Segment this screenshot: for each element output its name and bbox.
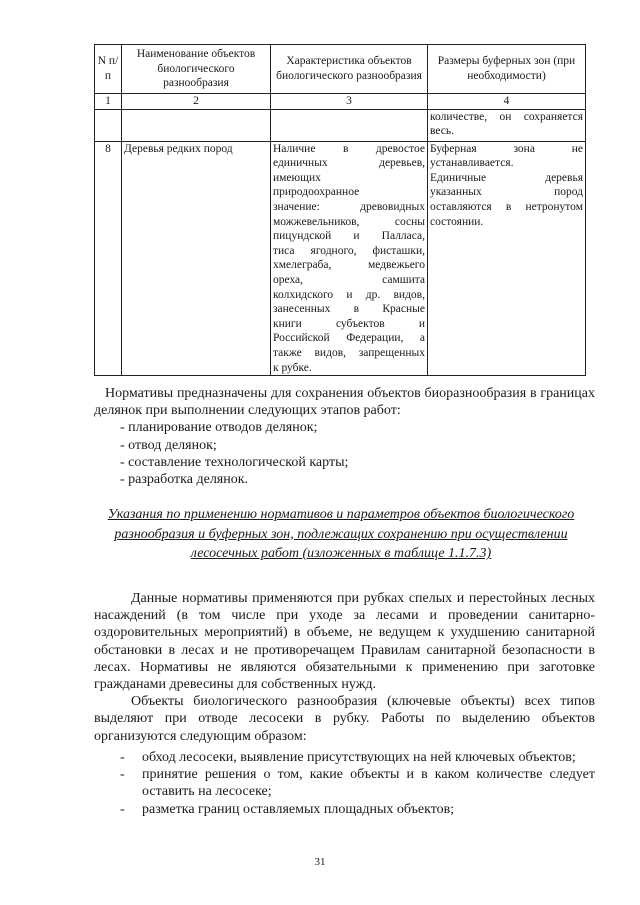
intro-paragraph: Нормативы предназначены для сохранения объектов биоразнообразия в границах делянок при выполнении следующих этапов работ: [94, 386, 595, 419]
table [94, 44, 586, 376]
paragraph: Данные нормативы применяются при рубках спелых и перестойных лесных насаждений (в том числе при уходе за лесами и проведении санитарно-оздоровительных мероприятий) в объеме, не ведущем к ухудшению санитарной обстановки в лесах и не противоречащем Правилам санитарной безопасности в лесах. Нормативы не являются обязательными к применению при заготовке гражданами древесины для собственных нужд. [94, 591, 595, 693]
list-item: - обход лесосеки, выявление присутствующих на ней ключевых объектов; [120, 750, 576, 765]
col-number: 1 [95, 94, 122, 110]
col-number: 2 [122, 94, 271, 110]
continued-buffer-cell: количестве, он сохраняется весь. [428, 109, 586, 141]
col-number: 3 [271, 94, 428, 110]
row-characteristic: Наличие в древостое единичных деревьев, имеющих природоохранное значение: древовидных можжевельников, сосны пицундской и Палласа, тиса ягодного, фисташки, хмелеграба, медвежьего ореха, самшита колхидского и др. видов, занесенных в Красные книги субъектов и Российской Федерации, а также видов, запрещенных к рубке. [271, 141, 428, 376]
paragraph: Объекты биологического разнообразия (ключевые объекты) всех типов выделяют при отводе лесосеки в рубку. Работы по выделению объектов организуются следующим образом: [94, 694, 595, 744]
section-heading: Указания по применению нормативов и параметров объектов биологического разнообразия и буферных зон, подлежащих сохранению при осуществлении лесосечных работ (изложенных в таблице 1.1.7.3) [107, 507, 575, 562]
row-name: Деревья редких пород [122, 141, 271, 376]
row-buffer: Буферная зона не устанавливается. Единичные деревья указанных пород оставляются в нетронутом состоянии. [428, 141, 586, 376]
stage-item: - разработка делянок. [120, 472, 249, 488]
list-item: - разметка границ оставляемых площадных объектов; [120, 801, 455, 817]
guidelines-section [94, 590, 595, 745]
table-reference: таблице 1.1.7.3) [393, 546, 492, 562]
col-number: 4 [428, 94, 586, 110]
stage-item: - планирование отводов делянок; [120, 420, 318, 436]
table-header-row [95, 45, 586, 94]
list-item: - принятие решения о том, какие объекты и в каком количестве следует оставить на лесосеке; [120, 767, 595, 800]
header-buffer: Размеры буферных зон (при необходимости) [428, 45, 586, 94]
table-row-continued [95, 109, 586, 141]
column-number-row [95, 94, 586, 110]
header-num: N п/п [95, 45, 122, 94]
row-number: 8 [95, 141, 122, 376]
table-row-8 [95, 141, 586, 376]
page-number: 31 [314, 856, 326, 868]
stage-item: - составление технологической карты; [120, 454, 349, 470]
steps-list [120, 749, 595, 818]
header-characteristic: Характеристика объектов биологического разнообразия [271, 45, 428, 94]
intro-block [94, 385, 595, 488]
buffer-zone-table [94, 44, 585, 376]
stage-item: - отвод делянок; [120, 437, 217, 453]
header-name: Наименование объектов биологического разнообразия [122, 45, 271, 94]
